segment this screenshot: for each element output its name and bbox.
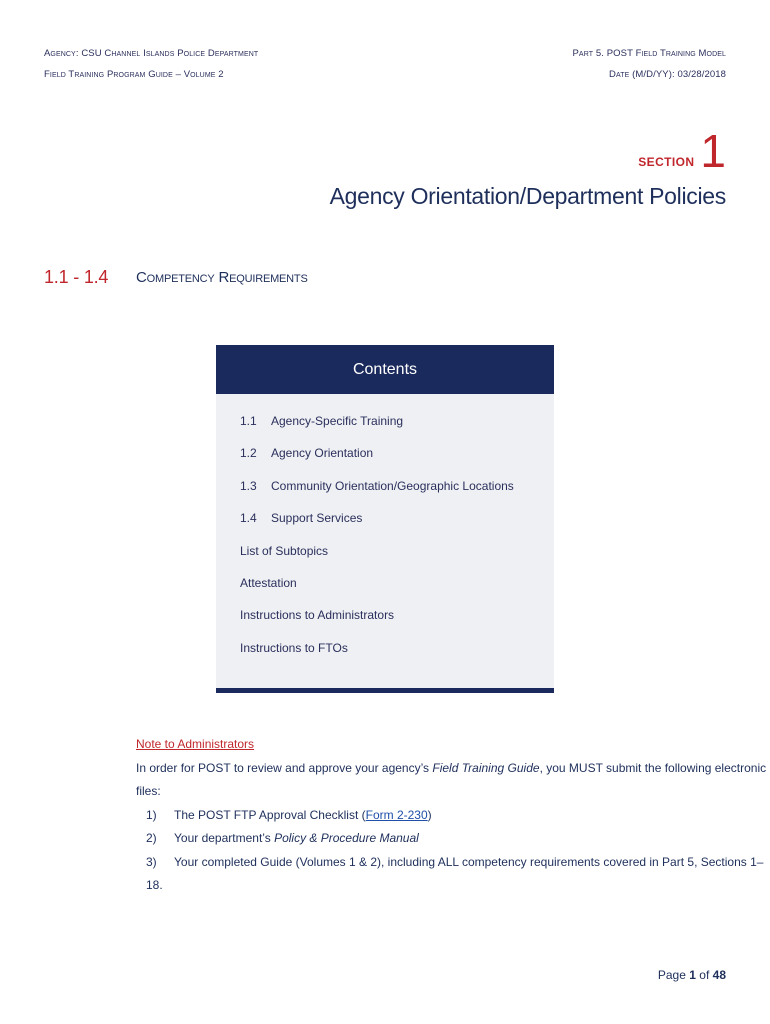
note-list	[136, 804, 770, 898]
form-2-230-link[interactable]: Form 2-230	[365, 807, 428, 822]
contents-item[interactable]	[240, 574, 554, 606]
contents-item-number: 1.1	[240, 414, 257, 428]
contents-item-number: 1.3	[240, 478, 257, 493]
page-total: 48	[712, 968, 726, 982]
header-part-label: Part 5.	[572, 48, 604, 59]
note-intro	[136, 757, 770, 804]
contents-item-label: Instructions to FTOs	[240, 640, 348, 655]
contents-list	[216, 394, 554, 671]
contents-item-number: 1.4	[240, 511, 257, 526]
page-word: Page	[657, 968, 686, 982]
note-item-text: Your completed Guide (Volumes 1 & 2), including ALL competency requirements covered in Part 5, Sections 1–18.	[146, 854, 764, 892]
note-item-emphasis: Policy & Procedure Manual	[274, 831, 419, 845]
section-tag	[638, 125, 726, 177]
header-date-label: Date (M/D/YY):	[609, 69, 675, 80]
contents-item-label: Agency Orientation	[271, 446, 374, 461]
contents-header	[216, 345, 554, 394]
section-number: 1	[700, 125, 726, 177]
header-part	[573, 48, 727, 59]
contents-item-label: Community Orientation/Geographic Locations	[271, 478, 514, 493]
note-intro-text-end: , you MUST submit the following electronic files:	[136, 760, 767, 798]
contents-item[interactable]	[240, 509, 554, 541]
contents-item-label: Attestation	[240, 575, 297, 590]
note-list-item	[136, 827, 770, 851]
note-title: Note to Administrators	[136, 737, 255, 751]
note-item-number: 3)	[146, 854, 157, 869]
header-agency	[44, 48, 258, 59]
note-to-administrators	[136, 733, 770, 898]
contents-item[interactable]	[240, 477, 554, 509]
note-item-text: The POST FTP Approval Checklist (	[174, 807, 366, 822]
header-date	[609, 69, 726, 80]
header-guide	[44, 69, 224, 80]
section-title: Agency Orientation/Department Policies	[329, 183, 726, 209]
contents-item-label: List of Subtopics	[240, 543, 329, 558]
note-intro-emphasis: Field Training Guide	[432, 760, 540, 775]
header-guide-text: Field Training Program Guide – Volume 2	[44, 69, 224, 80]
header-model: POST Field Training Model	[606, 48, 726, 59]
contents-item[interactable]	[240, 444, 554, 476]
competency-title: Competency Requirements	[136, 269, 308, 286]
contents-item[interactable]	[240, 412, 554, 444]
note-item-number: 1)	[146, 807, 157, 822]
contents-item-number: 1.2	[240, 446, 257, 461]
page-footer	[658, 968, 726, 982]
note-list-item	[136, 804, 770, 828]
note-intro-text: In order for POST to review and approve your agency’s	[136, 760, 433, 775]
header-date-value: 03/28/2018	[677, 69, 726, 80]
contents-item[interactable]	[240, 542, 554, 574]
contents-item[interactable]	[240, 606, 554, 638]
contents-item-label: Instructions to Administrators	[240, 608, 395, 623]
contents-box	[216, 345, 554, 693]
note-item-text: Your department’s	[174, 831, 275, 845]
contents-title: Contents	[352, 360, 418, 378]
competency-range: 1.1 - 1.4	[44, 267, 109, 287]
page-number: 1	[689, 968, 696, 982]
header-agency-name: CSU Channel Islands Police Department	[81, 48, 259, 59]
of-word: of	[699, 968, 710, 982]
contents-item-label: Agency-Specific Training	[271, 414, 404, 428]
contents-item-label: Support Services	[271, 511, 363, 526]
note-item-number: 2)	[146, 831, 157, 845]
contents-item[interactable]	[240, 639, 554, 671]
header-agency-label: Agency:	[44, 48, 79, 59]
note-item-text-end: )	[427, 807, 432, 822]
note-list-item	[136, 851, 770, 898]
section-word: SECTION	[638, 155, 695, 169]
